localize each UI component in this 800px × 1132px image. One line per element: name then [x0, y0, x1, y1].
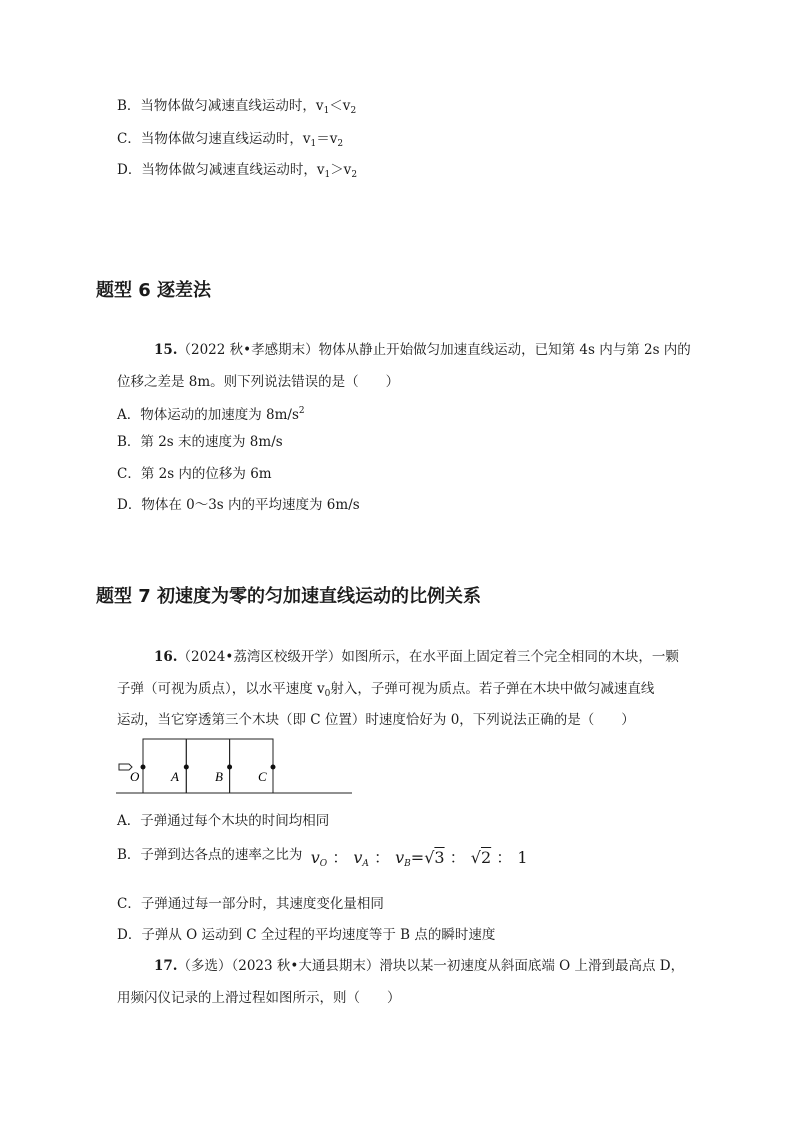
- point-o: [141, 765, 146, 770]
- option-text: A．物体运动的加速度为 8m/s: [117, 407, 299, 423]
- q15-option-b: B．第 2s 末的速度为 8m/s: [117, 434, 283, 450]
- subscript: 2: [350, 106, 357, 116]
- stem-text: （2024•荔湾区校级开学）如图所示，在水平面上固定着三个完全相同的木块，一颗: [177, 649, 679, 665]
- prev-option-d: [117, 161, 357, 184]
- option-text: C．当物体做匀速直线运动时，v: [117, 131, 311, 147]
- block-2: [186, 739, 229, 793]
- option-text: B．子弹到达各点的速率之比为: [117, 847, 303, 863]
- option-text: ＞v: [330, 162, 352, 178]
- math-colon: ：: [449, 848, 466, 867]
- option-text: D．当物体做匀减速直线运动时，v: [117, 162, 325, 178]
- math-one: 1: [517, 848, 528, 867]
- label-c: C: [258, 769, 267, 784]
- block-3: [230, 739, 273, 793]
- math-sub-a: A: [362, 859, 369, 869]
- math-two: 2: [480, 848, 492, 867]
- q16-stem-line1: [154, 648, 679, 666]
- subscript: 0: [324, 689, 331, 699]
- q16-option-b: [117, 845, 528, 869]
- point-b: [227, 765, 232, 770]
- sqrt-icon: √: [424, 848, 435, 867]
- q17-stem-line1: [154, 957, 684, 975]
- math-v: v: [310, 848, 320, 867]
- prev-option-b: [117, 97, 356, 120]
- q16-option-a: A．子弹通过每个木块的时间均相同: [117, 813, 330, 829]
- prev-option-c: [117, 130, 343, 153]
- math-colon: ：: [374, 848, 391, 867]
- math-equals: =: [410, 848, 425, 867]
- question-number: 17.: [154, 958, 178, 974]
- q15-option-a: [117, 402, 305, 424]
- section-heading-6: 题型 6 逐差法: [96, 280, 212, 301]
- q16-stem-line3: 运动，当它穿透第三个木块（即 C 位置）时速度恰好为 0，下列说法正确的是（ ）: [117, 712, 635, 728]
- math-sub-b: B: [404, 859, 411, 869]
- label-b: B: [215, 769, 223, 784]
- stem-text: （多选）（2023 秋•大通县期末）滑块以某一初速度从斜面底端 O 上滑到最高点 D，: [177, 958, 685, 974]
- sqrt-icon: √: [470, 848, 481, 867]
- q17-stem-line2: 用频闪仪记录的上滑过程如图所示，则（ ）: [117, 990, 401, 1006]
- q16-stem-line2: [117, 680, 654, 703]
- point-c: [271, 765, 276, 770]
- subscript: 1: [310, 139, 317, 149]
- math-v: v: [353, 848, 363, 867]
- blocks-figure: [116, 734, 356, 798]
- option-text: B．当物体做匀减速直线运动时，v: [117, 98, 324, 114]
- math-sub-o: O: [319, 859, 328, 869]
- label-a: A: [171, 769, 179, 784]
- section-heading-7: 题型 7 初速度为零的匀加速直线运动的比例关系: [96, 586, 482, 607]
- ratio-formula: [311, 848, 528, 867]
- question-number: 15.: [154, 342, 178, 358]
- question-number: 16.: [154, 649, 178, 665]
- subscript: 2: [337, 139, 344, 149]
- q16-option-c: C．子弹通过每一部分时，其速度变化量相同: [117, 896, 384, 912]
- q16-option-d: D．子弹从 O 运动到 C 全过程的平均速度等于 B 点的瞬时速度: [117, 927, 496, 943]
- math-colon: ：: [332, 848, 349, 867]
- block-1: [143, 739, 186, 793]
- subscript: 2: [351, 170, 358, 180]
- math-three: 3: [434, 848, 445, 867]
- point-a: [184, 765, 189, 770]
- subscript: 1: [323, 106, 330, 116]
- q15-stem-line1: [154, 341, 691, 359]
- stem-text: 子弹（可视为质点），以水平速度 v: [117, 681, 325, 697]
- math-colon: ：: [496, 848, 513, 867]
- q15-stem-line2: 位移之差是 8m。则下列说法错误的是（ ）: [117, 374, 400, 390]
- q15-option-c: C．第 2s 内的位移为 6m: [117, 466, 272, 482]
- stem-text: 射入，子弹可视为质点。若子弹在木块中做匀减速直线: [330, 681, 655, 697]
- math-v: v: [395, 848, 405, 867]
- label-o: O: [130, 769, 140, 784]
- option-text: ＝v: [316, 131, 338, 147]
- subscript: 1: [324, 170, 331, 180]
- option-text: ＜v: [329, 98, 351, 114]
- stem-text: （2022 秋•孝感期末）物体从静止开始做匀加速直线运动，已知第 4s 内与第 2s 内的: [177, 342, 691, 358]
- superscript: 2: [298, 406, 305, 416]
- q15-option-d: D．物体在 0～3s 内的平均速度为 6m/s: [117, 497, 360, 513]
